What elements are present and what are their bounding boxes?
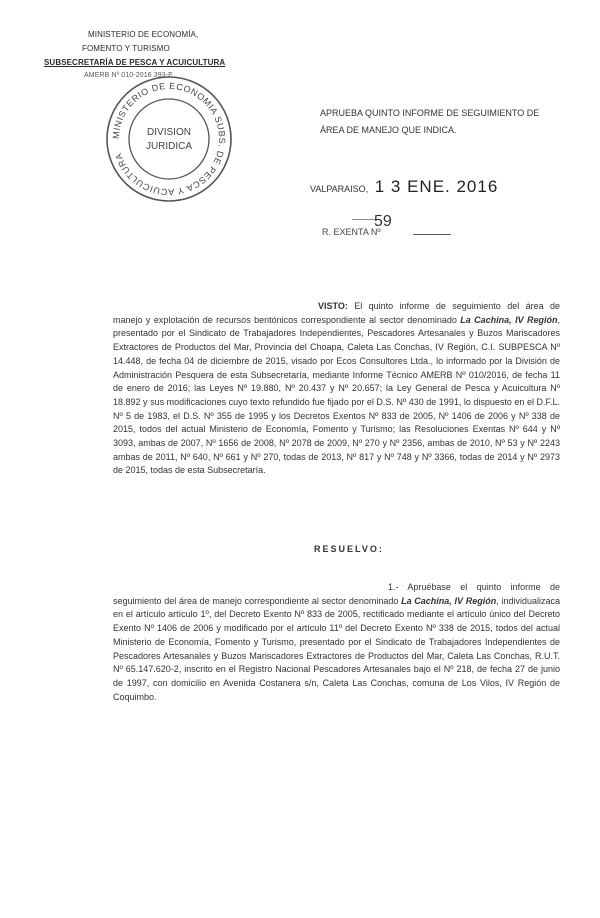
visto-text-2: , presentado por el Sindicato de Trabajadores Independientes, Pescadores Artesanales y Buzos Mariscadores Extractores de Productos del Mar, Provincia del Choapa, Caleta Las Conchas, IV Región, C.I. SUBPESCA Nº 14.448, de fecha 04 de diciembre de 2015, visado por Ecos Consultores Ltda., lo informado por la División de Administración Pesquera de esta Subsecretaría, mediante Informe Técnico AMERB Nº 010/2016, de fecha 11 de enero de 2016; las Leyes Nº 19.880, Nº 20.437 y Nº 20.657; la Ley General de Pesca y Acuicultura Nº 18.892 y sus modificaciones cuyo texto refundido fue fijado por el D.S. Nº 430 de 1991, lo dispuesto en el D.F.L. Nº 5 de 1983, el D.S. Nº 355 de 1995 y los Decretos Exentos Nº 833 de 2005, Nº 1406 de 2006 y Nº 338 de 2015, todos del actual Ministerio de Economía, Fomento y Turismo; las Resoluciones Exentas Nº 644 y Nº 3093, ambas de 2007, Nº 1656 de 2008, Nº 2078 de 2009, Nº 270 y Nº 2356, ambas de 2010, Nº 53 y Nº 2243 ambas de 2011, Nº 640, Nº 661 y Nº 270, todas de 2013, Nº 817 y Nº 748 y Nº 3366, todas de 2014 y Nº 2973 de 2015, todas de esta Subsecretaría.: [113, 314, 560, 476]
visto-paragraph: [113, 300, 560, 478]
exenta-number: 59: [374, 213, 392, 230]
date-line: [310, 177, 498, 197]
letterhead-fomento: FOMENTO Y TURISMO: [82, 44, 170, 53]
letterhead-subsecretaria: SUBSECRETARÍA DE PESCA Y ACUICULTURA: [44, 58, 226, 67]
date-stamp: 1 3 ENE. 2016: [374, 177, 499, 196]
division-juridica-stamp-icon: [103, 73, 235, 205]
visto-text-1: El quinto informe de seguimiento del área de manejo y explotación de recursos bentónicos correspondiente al sector denominado: [113, 301, 560, 325]
resuelvo-heading: RESUELVO:: [314, 544, 384, 554]
article-1-text-2: , individualizaca en el artículo artículo 1º, del Decreto Exento Nº 833 de 2005, rectificado mediante el artículo único del Decreto Exento Nº 1406 de 2006 y modificado por el artículo 11º del Decreto Exento Nº 338 de 2015, todos del actual Ministerio de Economía, Fomento y Turismo, presentado por el Sindicato de Trabajadores Independientes de Pescadores Artesanales y Buzos Mariscadores Extractores de Productos del Mar, Caleta Las Conchas, R.U.T. Nº 65.147.620-2, inscrito en el Registro Nacional Pescadores Artesanales bajo el Nº 218, de fecha 27 de junio de 1997, con domicilio en Avenida Costanera s/n, Caleta Las Conchas, comuna de Los Vilos, IV Región de Coquimbo.: [113, 595, 560, 702]
stamp-center-line2: JURIDICA: [145, 141, 193, 152]
stamp-center-line1: DIVISION: [147, 127, 191, 138]
article-1-paragraph: [113, 581, 560, 704]
exenta-line: [322, 213, 451, 237]
visto-label: VISTO:: [318, 301, 348, 311]
letterhead-reference: AMERB Nº 010-2016 393-E: [84, 72, 173, 79]
article-1-text-1: del área de manejo correspondiente al sector denominado: [161, 595, 402, 606]
stamp-ring-text: MINISTERIO DE ECONOMIA SUBS. DE PESCA Y ACUICULTURA: [110, 80, 228, 198]
article-1-area-name: La Cachina, IV Región: [401, 595, 497, 606]
letterhead-ministry: MINISTERIO DE ECONOMÍA,: [88, 30, 199, 39]
exenta-label: R. EXENTA Nº: [322, 227, 381, 237]
date-place: VALPARAISO,: [310, 184, 369, 194]
article-1-lead: 1.- Apruébase el quinto informe de seguimiento: [113, 582, 560, 606]
exenta-rule: [413, 234, 451, 235]
visto-area-name: La Cachina, IV Región: [460, 314, 558, 325]
document-subject: APRUEBA QUINTO INFORME DE SEGUIMIENTO DE ÁREA DE MANEJO QUE INDICA.: [320, 108, 540, 135]
